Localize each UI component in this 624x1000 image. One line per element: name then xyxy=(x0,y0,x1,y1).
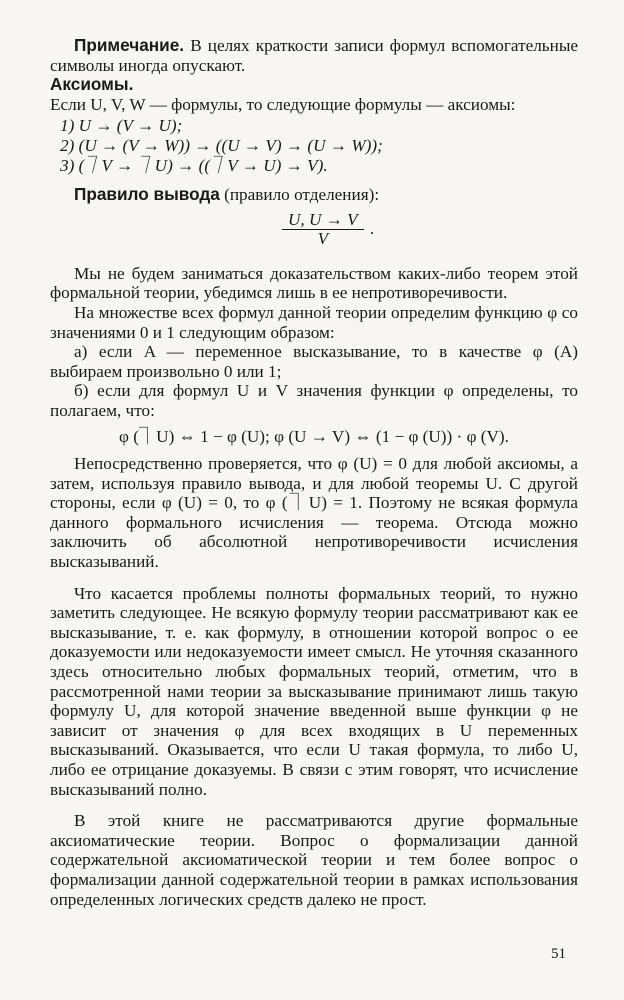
axiom-1: 1) U → (V → U); xyxy=(60,116,183,136)
inference-fraction xyxy=(78,211,578,248)
inference-rule-heading xyxy=(50,185,578,205)
axioms-list xyxy=(60,116,578,175)
note-text: В целях краткости записи формул вспомогательные символы иногда опускают. xyxy=(50,36,578,75)
axioms-title: Аксиомы. xyxy=(50,74,134,95)
fraction-numerator: U, U → V xyxy=(287,209,358,229)
axioms-intro: Если U, V, W — формулы, то следующие формулы — аксиомы: xyxy=(50,94,516,114)
page-content xyxy=(50,36,578,909)
paragraph-4: Что касается проблемы полноты формальных теорий, то нужно заметить следующее. Не всякую формулу теории рассматривают как ее высказывание, т. е. как формулу, в отношении которой вопрос о ее доказуемости или недоказуемости имеет смысл. Не уточняя сказанного здесь относительно любых формальных теорий, отметим, что в рассмотренной нами теории за высказывание принимают лишь такую формулу U, для которой значение введенной выше функции φ не зависит от значения φ для всех входящих в U переменных высказываний. Оказывается, что если U такая формула, то либо U, либо ее отрицание доказуемы. В связи с этим говорят, что исчисление высказываний полно. xyxy=(50,583,578,799)
page-number: 51 xyxy=(551,946,566,962)
phi-formula: φ (⏋U) ⇔ 1 − φ (U); φ (U → V) ⇔ (1 − φ (U)) · φ (V). xyxy=(119,426,509,446)
inference-subtitle: (правило отделения): xyxy=(224,185,380,205)
axiom-2: 2) (U → (V → W)) → ((U → V) → (U → W)); xyxy=(60,135,383,155)
paragraph-2b: б) если для формул U и V значения функции φ определены, то полагаем, что: xyxy=(50,381,578,420)
paragraph-2: На множестве всех формул данной теории определим функцию φ со значениями 0 и 1 следующим образом: xyxy=(50,302,578,342)
paragraph-3: Непосредственно проверяется, что φ (U) = 0 для любой аксиомы, а затем, используя правило вывода, и для любой теоремы U. С другой стороны, если φ (U) = 0, то φ (⏋U) = 1. Поэтому не всякая формула данного формального исчисления — теорема. Отсюда можно заключить об абсолютной непротиворечивости исчисления высказываний. xyxy=(50,454,578,572)
note-paragraph xyxy=(50,36,578,75)
paragraph-2a: а) если A — переменное высказывание, то в качестве φ (A) выбираем произвольно 0 или 1; xyxy=(50,342,578,381)
paragraph-1: Мы не будем заниматься доказательством каких-либо теорем этой формальной теории, убедимся лишь в ее непротиворечивости. xyxy=(50,263,578,303)
paragraph-5: В этой книге не рассматриваются другие формальные аксиоматические теории. Вопрос о формализации данной содержательной аксиоматической теории и тем более вопрос о формализации данной содержательной теории в рамках использования определенных логических средств далеко не прост. xyxy=(50,811,578,909)
fraction-denominator: V xyxy=(317,228,329,248)
fraction-end-dot: . xyxy=(369,219,375,239)
note-title: Примечание. xyxy=(74,35,185,55)
inference-title: Правило вывода xyxy=(74,184,220,205)
axiom-3: 3) (⏋V → ⏋U) → ((⏋V → U) → V). xyxy=(60,155,328,175)
